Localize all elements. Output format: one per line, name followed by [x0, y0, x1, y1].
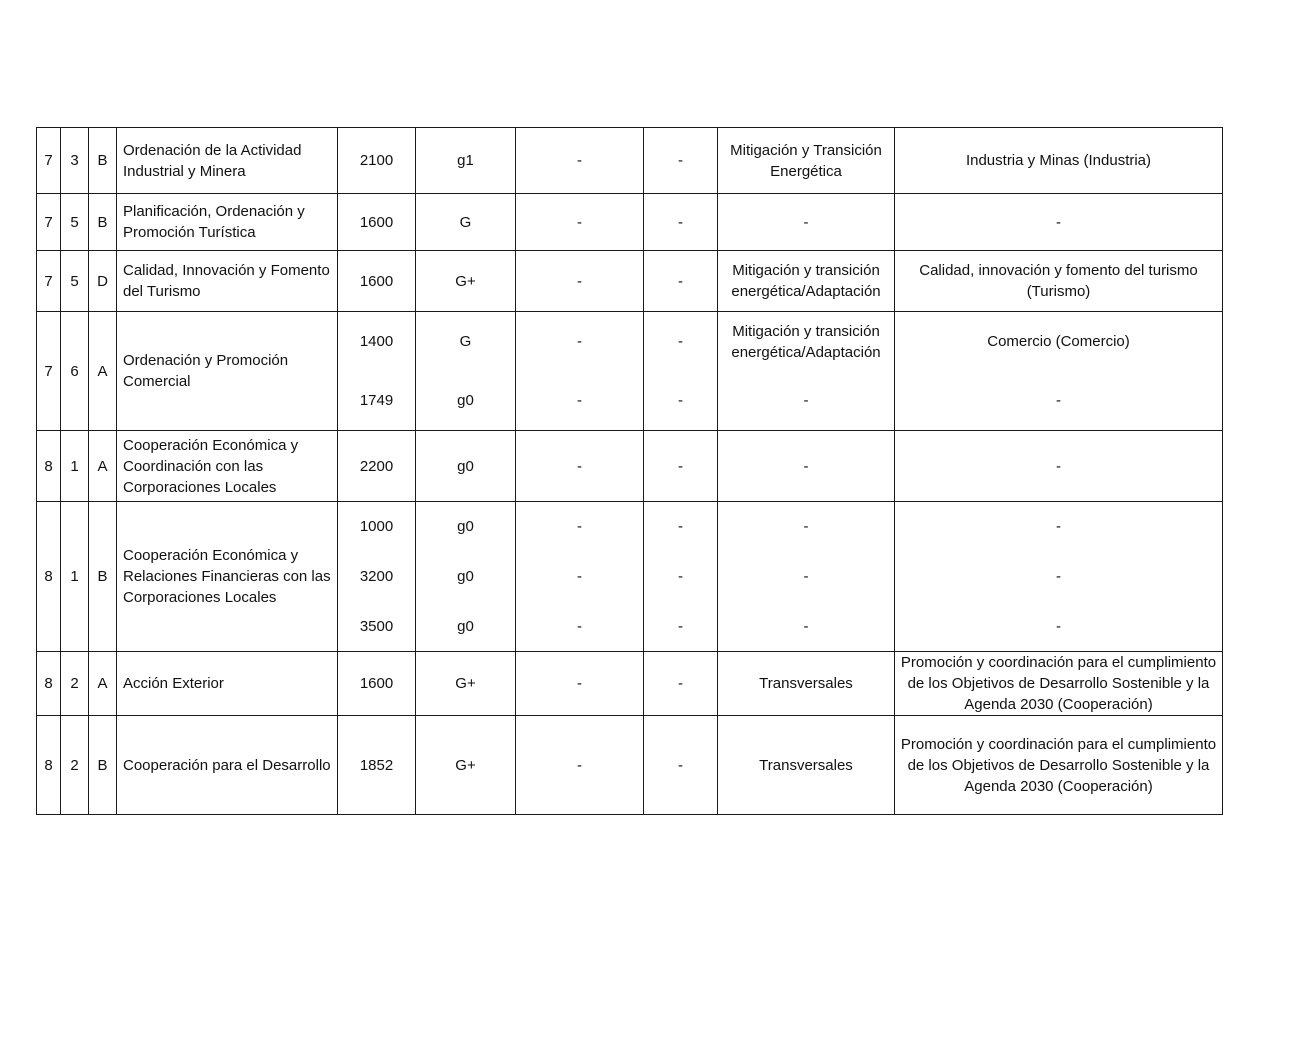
program-name-cell: Cooperación para el Desarrollo: [117, 716, 338, 815]
table-row: [37, 194, 1223, 251]
climate-line: -: [803, 392, 809, 409]
area-cell: [895, 312, 1223, 431]
program-name-cell: Ordenación de la Actividad Industrial y Minera: [117, 128, 338, 194]
table-row: [37, 128, 1223, 194]
climate-line: -: [803, 518, 809, 536]
dash-cell-a: [516, 312, 644, 431]
program-letter-cell: A: [89, 312, 117, 431]
climate-cell: [718, 312, 895, 431]
code-cell: [338, 502, 416, 652]
section-cell: 7: [37, 194, 61, 251]
program-letter-cell: B: [89, 128, 117, 194]
dash-cell-b: -: [644, 128, 718, 194]
code-cell: 1600: [338, 251, 416, 312]
dash-line: -: [577, 333, 582, 350]
climate-cell: Transversales: [718, 716, 895, 815]
table-row: [37, 431, 1223, 502]
gender-cell: g0: [416, 431, 516, 502]
area-cell: [895, 502, 1223, 652]
program-letter-cell: B: [89, 716, 117, 815]
section-cell: 8: [37, 716, 61, 815]
gender-cell: g1: [416, 128, 516, 194]
service-cell: 3: [61, 128, 89, 194]
dash-cell-a: -: [516, 716, 644, 815]
program-name-cell: Acción Exterior: [117, 652, 338, 716]
gender-line: g0: [457, 518, 474, 536]
dash-cell-a: -: [516, 431, 644, 502]
service-cell: 2: [61, 716, 89, 815]
service-cell: 6: [61, 312, 89, 431]
service-cell: 1: [61, 502, 89, 652]
program-letter-cell: B: [89, 502, 117, 652]
code-line: 3500: [359, 617, 394, 635]
table-body: [37, 128, 1223, 815]
climate-cell: -: [718, 431, 895, 502]
program-name-cell: Cooperación Económica y Relaciones Financieras con las Corporaciones Locales: [117, 502, 338, 652]
dash-cell-b: -: [644, 251, 718, 312]
section-cell: 8: [37, 502, 61, 652]
program-letter-cell: B: [89, 194, 117, 251]
climate-cell: [718, 502, 895, 652]
gender-line: g0: [457, 617, 474, 635]
gender-cell: G: [416, 194, 516, 251]
service-cell: 2: [61, 652, 89, 716]
dash-line: -: [577, 617, 582, 635]
code-cell: 2100: [338, 128, 416, 194]
dash-line: -: [678, 518, 683, 536]
section-cell: 8: [37, 431, 61, 502]
code-cell: 1600: [338, 652, 416, 716]
dash-cell-b: [644, 502, 718, 652]
program-name-cell: Calidad, Innovación y Fomento del Turismo: [117, 251, 338, 312]
service-cell: 1: [61, 431, 89, 502]
service-cell: 5: [61, 194, 89, 251]
code-line: 1749: [359, 392, 394, 409]
table-row: [37, 251, 1223, 312]
climate-line: -: [803, 617, 809, 635]
dash-line: -: [678, 568, 683, 585]
gender-cell: G+: [416, 251, 516, 312]
code-line: 1400: [359, 333, 394, 350]
section-cell: 8: [37, 652, 61, 716]
program-name-cell: Ordenación y Promoción Comercial: [117, 312, 338, 431]
climate-cell: -: [718, 194, 895, 251]
program-name-cell: Planificación, Ordenación y Promoción Turística: [117, 194, 338, 251]
program-letter-cell: A: [89, 652, 117, 716]
dash-cell-a: -: [516, 251, 644, 312]
area-cell: -: [895, 431, 1223, 502]
code-cell: 1600: [338, 194, 416, 251]
dash-line: -: [678, 392, 683, 409]
program-name-cell: Cooperación Económica y Coordinación con las Corporaciones Locales: [117, 431, 338, 502]
area-cell: Industria y Minas (Industria): [895, 128, 1223, 194]
code-line: 3200: [359, 568, 394, 585]
dash-cell-b: -: [644, 716, 718, 815]
climate-cell: Mitigación y Transición Energética: [718, 128, 895, 194]
service-cell: 5: [61, 251, 89, 312]
dash-cell-b: -: [644, 431, 718, 502]
climate-line: Mitigación y transición energética/Adaptación: [731, 322, 881, 361]
dash-cell-a: [516, 502, 644, 652]
dash-line: -: [577, 392, 582, 409]
table-row: [37, 502, 1223, 652]
dash-cell-a: -: [516, 128, 644, 194]
climate-cell: Transversales: [718, 652, 895, 716]
dash-line: -: [577, 518, 582, 536]
section-cell: 7: [37, 312, 61, 431]
dash-line: -: [678, 333, 683, 350]
area-cell: -: [895, 194, 1223, 251]
budget-program-table: [36, 127, 1223, 815]
area-line: -: [1056, 392, 1061, 409]
gender-cell: [416, 502, 516, 652]
table-row: [37, 312, 1223, 431]
code-cell: [338, 312, 416, 431]
program-letter-cell: D: [89, 251, 117, 312]
code-line: 1000: [359, 518, 394, 536]
code-cell: 1852: [338, 716, 416, 815]
area-cell: Promoción y coordinación para el cumplimiento de los Objetivos de Desarrollo Sostenible y la Agenda 2030 (Cooperación): [895, 716, 1223, 815]
area-line: Comercio (Comercio): [987, 333, 1130, 350]
gender-cell: G+: [416, 652, 516, 716]
dash-line: -: [577, 568, 582, 585]
area-line: -: [1056, 568, 1061, 585]
section-cell: 7: [37, 251, 61, 312]
climate-line: -: [803, 568, 809, 585]
table-row: [37, 652, 1223, 716]
section-cell: 7: [37, 128, 61, 194]
area-line: -: [1056, 518, 1061, 536]
dash-cell-b: -: [644, 652, 718, 716]
gender-line: G: [459, 333, 472, 350]
gender-cell: [416, 312, 516, 431]
gender-line: g0: [457, 568, 474, 585]
dash-cell-a: -: [516, 194, 644, 251]
code-cell: 2200: [338, 431, 416, 502]
dash-cell-b: [644, 312, 718, 431]
table-row: [37, 716, 1223, 815]
dash-cell-b: -: [644, 194, 718, 251]
dash-cell-a: -: [516, 652, 644, 716]
program-letter-cell: A: [89, 431, 117, 502]
budget-table-page: [36, 127, 1222, 815]
area-cell: Calidad, innovación y fomento del turismo (Turismo): [895, 251, 1223, 312]
area-line: -: [1056, 617, 1061, 635]
climate-cell: Mitigación y transición energética/Adaptación: [718, 251, 895, 312]
gender-cell: G+: [416, 716, 516, 815]
gender-line: g0: [457, 392, 474, 409]
area-cell: Promoción y coordinación para el cumplimiento de los Objetivos de Desarrollo Sostenible y la Agenda 2030 (Cooperación): [895, 652, 1223, 716]
dash-line: -: [678, 617, 683, 635]
